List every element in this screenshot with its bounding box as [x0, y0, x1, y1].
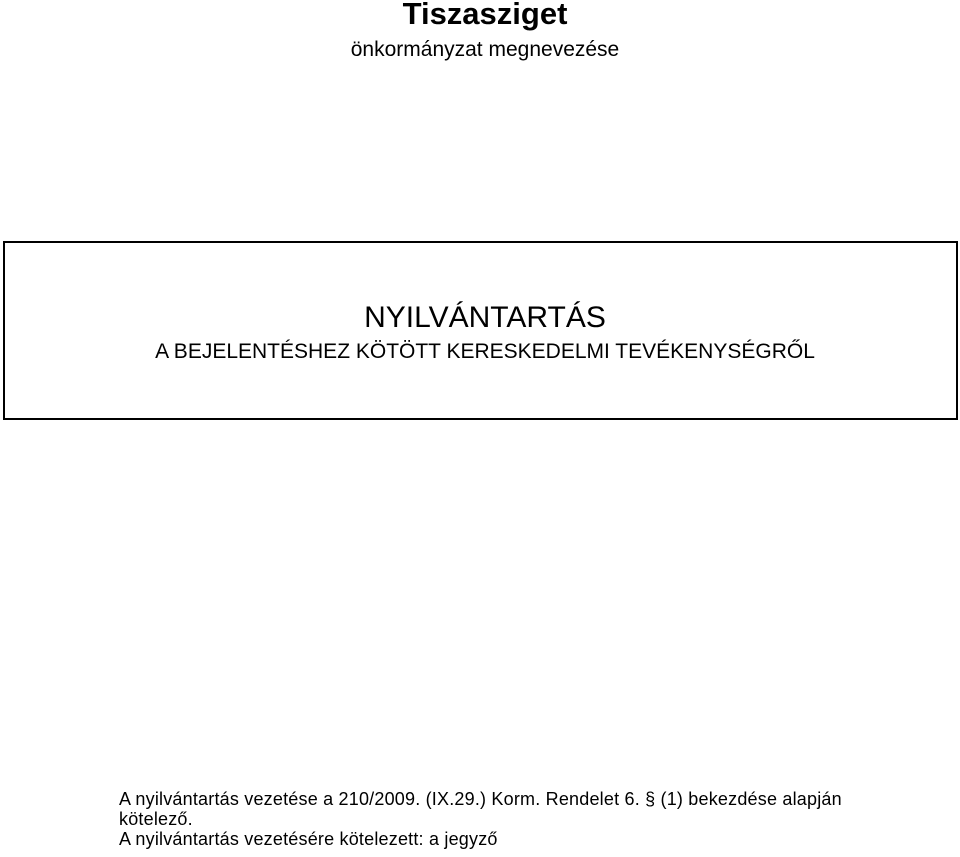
legal-line-2: kötelező.: [119, 809, 193, 829]
municipality-caption: önkormányzat megnevezése: [350, 38, 620, 61]
municipality-name: Tiszasziget: [402, 0, 568, 31]
document-subtitle: A BEJELENTÉSHEZ KÖTÖTT KERESKEDELMI TEVÉKENYSÉGRŐL: [155, 340, 815, 363]
legal-line-1: A nyilvántartás vezetése a 210/2009. (IX.29.) Korm. Rendelet 6. § (1) bekezdése alapján: [119, 789, 842, 809]
document-title: NYILVÁNTARTÁS: [364, 301, 606, 334]
legal-line-3: A nyilvántartás vezetésére kötelezett: a jegyző: [119, 829, 498, 849]
title-box: [3, 241, 958, 420]
legal-notice: [119, 789, 949, 849]
